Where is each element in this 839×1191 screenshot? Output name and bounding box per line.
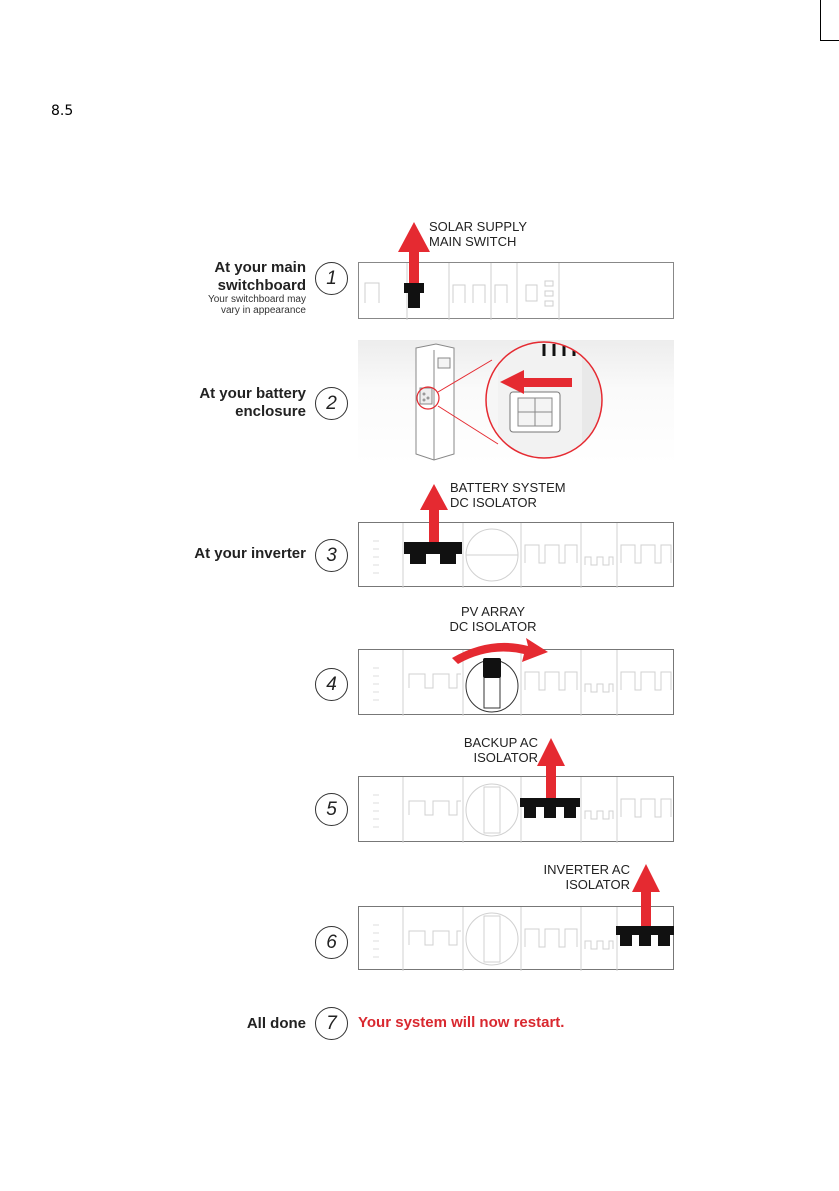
step-6-caption-line-1: INVERTER AC bbox=[543, 862, 630, 877]
step-1-number: 1 bbox=[315, 262, 348, 295]
step-2-label-line-2: enclosure bbox=[235, 403, 306, 420]
step-1-caption-line-1: SOLAR SUPPLY bbox=[429, 219, 528, 234]
step-5-number: 5 bbox=[315, 793, 348, 826]
step-3-up-arrow bbox=[404, 484, 464, 566]
step-2-label bbox=[199, 385, 306, 421]
step-3-caption-line-1: BATTERY SYSTEM bbox=[450, 480, 566, 495]
step-1-sublabel bbox=[208, 294, 306, 316]
step-4-rotate-arrow bbox=[450, 636, 550, 666]
step-3-label bbox=[194, 545, 306, 563]
step-5-caption-line-1: BACKUP AC bbox=[463, 735, 538, 750]
step-7-label-line-1: All done bbox=[246, 1015, 306, 1032]
step-5-caption-line-2: ISOLATOR bbox=[473, 750, 538, 765]
step-3-caption-line-2: DC ISOLATOR bbox=[450, 495, 537, 510]
step-1-sublabel-line-1: Your switchboard may bbox=[207, 294, 306, 305]
step-1-caption-line-2: MAIN SWITCH bbox=[429, 234, 517, 249]
step-1-sublabel-line-2: vary in appearance bbox=[220, 305, 306, 316]
step-4-caption bbox=[428, 604, 558, 634]
page-corner-mark bbox=[820, 0, 839, 41]
inverter-panel-step-5 bbox=[358, 776, 674, 842]
step-1-up-arrow bbox=[398, 222, 430, 314]
step-6-up-arrow bbox=[614, 864, 676, 948]
step-6-number: 6 bbox=[315, 926, 348, 959]
step-7-label bbox=[247, 1015, 306, 1033]
step-3-number: 3 bbox=[315, 539, 348, 572]
restart-message: Your system will now restart. bbox=[358, 1014, 565, 1031]
step-7-number: 7 bbox=[315, 1007, 348, 1040]
step-3-caption bbox=[450, 480, 566, 510]
step-1-label-line-2: switchboard bbox=[217, 277, 306, 294]
step-4-caption-line-1: PV ARRAY bbox=[460, 604, 526, 619]
step-2-label-line-1: At your battery bbox=[199, 385, 306, 402]
section-number: 8.5 bbox=[51, 103, 74, 119]
step-1-label bbox=[214, 259, 306, 295]
step-4-caption-line-2: DC ISOLATOR bbox=[449, 619, 537, 634]
step-6-caption-line-2: ISOLATOR bbox=[565, 877, 630, 892]
step-1-label-line-1: At your main bbox=[214, 259, 306, 276]
battery-enclosure-photo bbox=[358, 340, 674, 464]
step-1-caption bbox=[429, 219, 527, 249]
step-2-number: 2 bbox=[315, 387, 348, 420]
step-3-label-line-1: At your inverter bbox=[194, 545, 306, 562]
step-4-number: 4 bbox=[315, 668, 348, 701]
step-5-up-arrow bbox=[520, 738, 582, 820]
